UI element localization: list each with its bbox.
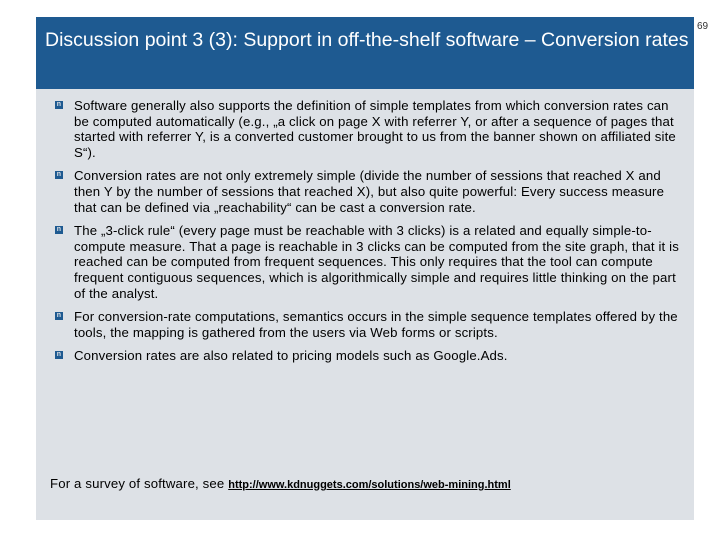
- bullet-item: [36, 348, 694, 364]
- square-bullet-icon: n: [56, 226, 62, 234]
- bullet-item: [36, 168, 694, 215]
- title-bar: [36, 17, 694, 89]
- bullet-list: [36, 98, 694, 372]
- survey-link[interactable]: http://www.kdnuggets.com/solutions/web-mining.html: [228, 479, 511, 491]
- square-bullet-icon: n: [56, 312, 62, 320]
- bullet-text: Software generally also supports the definition of simple templates from which conversion rates can be computed automatically (e.g., „a click on page X with referrer Y, or after a sequence of pages that started with referrer Y, is a converted customer brought to us from the banner shown on affiliated site S“).: [74, 98, 676, 160]
- bullet-item: [36, 309, 694, 340]
- survey-note: [50, 476, 511, 491]
- square-bullet-icon: n: [56, 171, 62, 179]
- square-bullet-icon: n: [56, 101, 62, 108]
- bullet-item: [36, 98, 694, 160]
- bullet-text: For conversion-rate computations, semantics occurs in the simple sequence templates offered by the tools, the mapping is gathered from the users via Web forms or scripts.: [74, 309, 678, 340]
- bullet-text: Conversion rates are not only extremely simple (divide the number of sessions that reached X and then Y by the number of sessions that reached X), but also quite powerful: Every success measure that can be defined via „reachability“ can be cast a conversion rate.: [74, 168, 665, 215]
- slide-title: Discussion point 3 (3): Support in off-the-shelf software – Conversion rates: [45, 29, 689, 51]
- bullet-item: [36, 223, 694, 301]
- bullet-text: The „3-click rule“ (every page must be reachable with 3 clicks) is a related and equally simple-to-compute measure. That a page is reachable in 3 clicks can be computed from the site graph, that it is reached can be computed from frequent sequences. This only requires that the tool can compute frequent contiguous sequences, which is algorithmically simple and requires little thinking on the part of the analyst.: [74, 223, 679, 301]
- content-panel: [36, 89, 694, 520]
- page-number: 69: [697, 21, 709, 32]
- survey-text: For a survey of software, see: [50, 476, 229, 491]
- square-bullet-icon: n: [56, 351, 62, 359]
- bullet-text: Conversion rates are also related to pricing models such as Google.Ads.: [74, 348, 508, 364]
